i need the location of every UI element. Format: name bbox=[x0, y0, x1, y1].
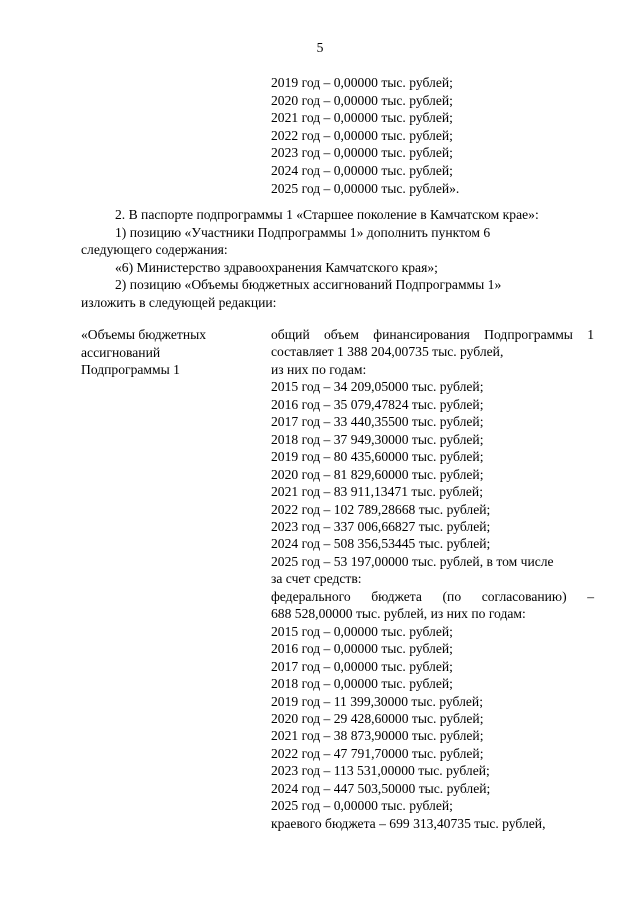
list-item: 2022 год – 102 789,28668 тыс. рублей; bbox=[271, 501, 491, 517]
amendment-paragraphs bbox=[81, 206, 594, 312]
list-item: 2025 год – 53 197,00000 тыс. рублей, в том числе bbox=[271, 553, 554, 569]
list-item: 2021 год – 0,00000 тыс. рублей; bbox=[271, 110, 453, 126]
list-item: 2023 год – 0,00000 тыс. рублей; bbox=[271, 145, 453, 161]
list-item: 2024 год – 447 503,50000 тыс. рублей; bbox=[271, 780, 491, 796]
list-item: 2024 год – 508 356,53445 тыс. рублей; bbox=[271, 536, 491, 552]
list-item: 2016 год – 35 079,47824 тыс. рублей; bbox=[271, 396, 484, 412]
funding-intro-line: составляет 1 388 204,00735 тыс. рублей, bbox=[271, 344, 504, 360]
list-item: 2025 год – 0,00000 тыс. рублей; bbox=[271, 798, 453, 814]
list-item: 2020 год – 29 428,60000 тыс. рублей; bbox=[271, 710, 484, 726]
funding-details bbox=[271, 326, 594, 832]
list-item: 2015 год – 34 209,05000 тыс. рублей; bbox=[271, 379, 484, 395]
list-item: 2015 год – 0,00000 тыс. рублей; bbox=[271, 623, 453, 639]
list-item: 2023 год – 113 531,00000 тыс. рублей; bbox=[271, 763, 490, 779]
funding-intro-line: общий объем финансирования Подпрограммы 1 bbox=[271, 327, 594, 342]
funding-intro-line: из них по годам: bbox=[271, 361, 367, 377]
regional-budget-line: краевого бюджета – 699 313,40735 тыс. рублей, bbox=[271, 815, 546, 831]
paragraph-passport: 2. В паспорте подпрограммы 1 «Старшее поколение в Камчатском крае»: bbox=[115, 207, 539, 222]
list-item: 2022 год – 47 791,70000 тыс. рублей; bbox=[271, 745, 484, 761]
paragraph-participants-line1: 1) позицию «Участники Подпрограммы 1» дополнить пунктом 6 bbox=[115, 224, 491, 240]
sources-label: за счет средств: bbox=[271, 571, 362, 587]
list-item: 2021 год – 83 911,13471 тыс. рублей; bbox=[271, 484, 483, 500]
page-number: 5 bbox=[316, 40, 324, 55]
paragraph-ministry: «6) Министерство здравоохранения Камчатского края»; bbox=[115, 259, 438, 275]
list-item: 2024 год – 0,00000 тыс. рублей; bbox=[271, 162, 453, 178]
list-item: 2020 год – 0,00000 тыс. рублей; bbox=[271, 92, 453, 108]
federal-budget-line: 688 528,00000 тыс. рублей, из них по годам: bbox=[271, 606, 526, 622]
position-title-line: «Объемы бюджетных bbox=[81, 327, 207, 342]
list-item: 2019 год – 11 399,30000 тыс. рублей; bbox=[271, 693, 483, 709]
list-item: 2017 год – 0,00000 тыс. рублей; bbox=[271, 658, 453, 674]
list-item: 2019 год – 0,00000 тыс. рублей; bbox=[271, 75, 453, 90]
list-item: 2016 год – 0,00000 тыс. рублей; bbox=[271, 641, 453, 657]
federal-budget-line: федерального бюджета (по согласованию) – bbox=[271, 588, 594, 604]
list-item: 2025 год – 0,00000 тыс. рублей». bbox=[271, 180, 460, 196]
paragraph-volumes-line2: изложить в следующей редакции: bbox=[81, 294, 277, 310]
list-item: 2017 год – 33 440,35500 тыс. рублей; bbox=[271, 414, 484, 430]
list-item: 2019 год – 80 435,60000 тыс. рублей; bbox=[271, 449, 484, 465]
list-item: 2022 год – 0,00000 тыс. рублей; bbox=[271, 127, 453, 143]
list-item: 2020 год – 81 829,60000 тыс. рублей; bbox=[271, 466, 484, 482]
list-item: 2018 год – 0,00000 тыс. рублей; bbox=[271, 676, 453, 692]
list-item: 2021 год – 38 873,90000 тыс. рублей; bbox=[271, 728, 484, 744]
list-item: 2023 год – 337 006,66827 тыс. рублей; bbox=[271, 518, 491, 534]
position-title-line: ассигнований bbox=[81, 344, 161, 360]
position-title-line: Подпрограммы 1 bbox=[81, 362, 180, 378]
position-title bbox=[81, 326, 251, 379]
top-year-list bbox=[271, 74, 459, 197]
list-item: 2018 год – 37 949,30000 тыс. рублей; bbox=[271, 431, 484, 447]
paragraph-participants-line2: следующего содержания: bbox=[81, 242, 228, 258]
paragraph-volumes-line1: 2) позицию «Объемы бюджетных ассигнований Подпрограммы 1» bbox=[115, 277, 502, 293]
